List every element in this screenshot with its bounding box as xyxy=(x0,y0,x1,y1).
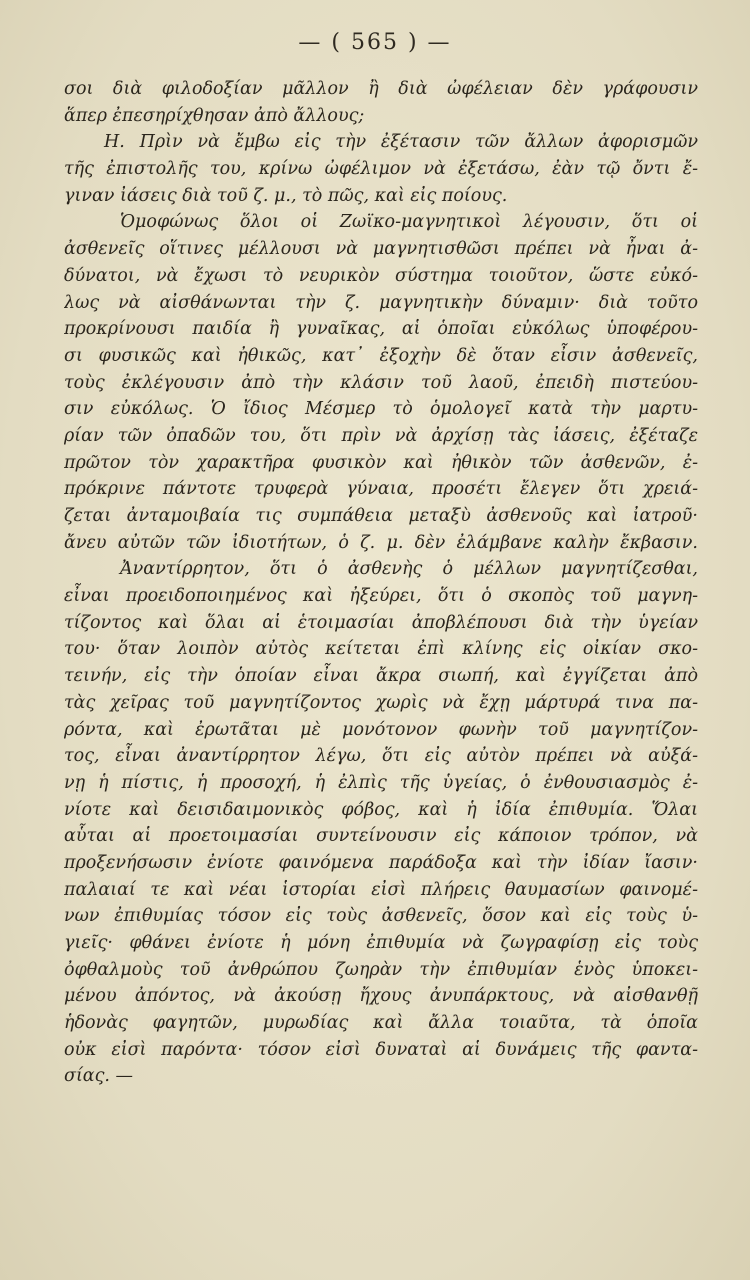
text-line: νῃ ἡ πίστις, ἡ προσοχή, ἡ ἐλπὶς τῆς ὑγείας, ὁ ἐνθουσιασμὸς ἐ- xyxy=(64,772,698,793)
text-line: ρόντα, καὶ ἐρωτᾶται μὲ μονότονον φωνὴν τοῦ μαγνητίζον- xyxy=(64,719,698,740)
text-line: τος, εἶναι ἀναντίρρητον λέγω, ὅτι εἰς αὐτὸν πρέπει νὰ αὐξά- xyxy=(64,746,698,767)
text-line: ὀφθαλμοὺς τοῦ ἀνθρώπου ζωηρὰν τὴν ἐπιθυμίαν ἑνὸς ὑποκει- xyxy=(64,959,698,980)
text-line: ἀσθενεῖς οἵτινες μέλλουσι νὰ μαγνητισθῶσι πρέπει νὰ ἦναι ἀ- xyxy=(64,239,698,260)
text-line: ἡδονὰς φαγητῶν, μυρωδίας καὶ ἄλλα τοιαῦτα, τὰ ὁποῖα xyxy=(64,1013,698,1034)
text-line: μένου ἀπόντος, νὰ ἀκούσῃ ἤχους ἀνυπάρκτους, νὰ αἰσθανθῇ xyxy=(64,986,698,1007)
text-line: Ὁμοφώνως ὅλοι οἱ Ζωϊκο-μαγνητικοὶ λέγουσιν, ὅτι οἱ xyxy=(120,212,698,233)
text-line: ἄνευ αὐτῶν τῶν ἰδιοτήτων, ὁ ζ. μ. δὲν ἐλάμβανε καλὴν ἔκβασιν. xyxy=(64,532,698,553)
text-line: ἅπερ ἐπεσηρίχθησαν ἀπὸ ἄλλους; xyxy=(64,105,365,126)
text-line: τίζοντος καὶ ὅλαι αἱ ἑτοιμασίαι ἀποβλέπουσι διὰ τὴν ὑγείαν xyxy=(64,612,698,633)
text-line: σι φυσικῶς καὶ ἠθικῶς, κατ᾿ ἐξοχὴν δὲ ὅταν εἶσιν ἀσθενεῖς, xyxy=(64,345,698,366)
body-text xyxy=(64,76,698,1090)
text-line: δύνατοι, νὰ ἔχωσι τὸ νευρικὸν σύστημα τοιοῦτον, ὥστε εὐκό- xyxy=(64,265,698,286)
text-line: πρῶτον τὸν χαρακτῆρα φυσικὸν καὶ ἠθικὸν τῶν ἀσθενῶν, ἐ- xyxy=(64,452,698,473)
text-line: νων ἐπιθυμίας τόσον εἰς τοὺς ἀσθενεῖς, ὅσον καὶ εἰς τοὺς ὑ- xyxy=(64,906,698,927)
text-line: λως νὰ αἰσθάνωνται τὴν ζ. μαγνητικὴν δύναμιν· διὰ τοῦτο xyxy=(64,292,698,313)
page-number: — ( 565 ) — xyxy=(298,30,452,55)
text-line: εἶναι προειδοποιημένος καὶ ἠξεύρει, ὅτι ὁ σκοπὸς τοῦ μαγνη- xyxy=(64,586,698,607)
text-line: νίοτε καὶ δεισιδαιμονικὸς φόβος, καὶ ἡ ἰδία ἐπιθυμία. Ὅλαι xyxy=(64,799,698,820)
text-line: Η. Πρὶν νὰ ἔμβω εἰς τὴν ἐξέτασιν τῶν ἄλλων ἀφορισμῶν xyxy=(104,132,698,153)
text-line: οὐκ εἰσὶ παρόντα· τόσον εἰσὶ δυναταὶ αἱ δυνάμεις τῆς φαντα- xyxy=(64,1039,698,1060)
text-line: Ἀναντίρρητον, ὅτι ὁ ἀσθενὴς ὁ μέλλων μαγνητίζεσθαι, xyxy=(120,559,698,580)
text-line: παλαιαί τε καὶ νέαι ἱστορίαι εἰσὶ πλήρεις θαυμασίων φαινομέ- xyxy=(64,879,698,900)
text-line: σοι διὰ φιλοδοξίαν μᾶλλον ἢ διὰ ὠφέλειαν δὲν γράφουσιν xyxy=(64,79,698,99)
text-line: τοὺς ἐκλέγουσιν ἀπὸ τὴν κλάσιν τοῦ λαοῦ, ἐπειδὴ πιστεύου- xyxy=(64,372,698,393)
text-line: του· ὅταν λοιπὸν αὐτὸς κείτεται ἐπὶ κλίνης εἰς οἰκίαν σκο- xyxy=(64,639,698,660)
text-line: τὰς χεῖρας τοῦ μαγνητίζοντος χωρὶς νὰ ἔχῃ μάρτυρά τινα πα- xyxy=(64,692,698,713)
text-line: σιν εὐκόλως. Ὁ ἴδιος Μέσμερ τὸ ὁμολογεῖ κατὰ τὴν μαρτυ- xyxy=(64,399,698,420)
text-line: ρίαν τῶν ὀπαδῶν του, ὅτι πρὶν νὰ ἀρχίσῃ τὰς ἰάσεις, ἐξέταζε xyxy=(64,425,698,446)
text-line: τεινήν, εἰς τὴν ὁποίαν εἶναι ἄκρα σιωπή, καὶ ἐγγίζεται ἀπὸ xyxy=(64,666,698,687)
text-line: αὗται αἱ προετοιμασίαι συντείνουσιν εἰς κάποιον τρόπον, νὰ xyxy=(64,826,698,847)
text-line: γιναν ἰάσεις διὰ τοῦ ζ. μ., τὸ πῶς, καὶ εἰς ποίους. xyxy=(64,185,508,206)
text-line: σίας. — xyxy=(64,1066,134,1087)
text-line: πρόκρινε πάντοτε τρυφερὰ γύναια, προσέτι ἔλεγεν ὅτι χρειά- xyxy=(64,479,698,500)
text-line: γιεῖς· φθάνει ἐνίοτε ἡ μόνη ἐπιθυμία νὰ ζωγραφίσῃ εἰς τοὺς xyxy=(64,933,698,953)
text-line: προξενήσωσιν ἐνίοτε φαινόμενα παράδοξα καὶ τὴν ἰδίαν ἴασιν· xyxy=(64,852,698,873)
text-line: τῆς ἐπιστολῆς του, κρίνω ὠφέλιμον νὰ ἐξετάσω, ἐὰν τῷ ὄντι ἔ- xyxy=(64,159,698,180)
text-line: προκρίνουσι παιδία ἢ γυναῖκας, αἱ ὁποῖαι εὐκόλως ὑποφέρου- xyxy=(64,319,698,340)
text-line: ζεται ἀνταμοιβαία τις συμπάθεια μεταξὺ ἀσθενοῦς καὶ ἰατροῦ· xyxy=(64,506,698,526)
